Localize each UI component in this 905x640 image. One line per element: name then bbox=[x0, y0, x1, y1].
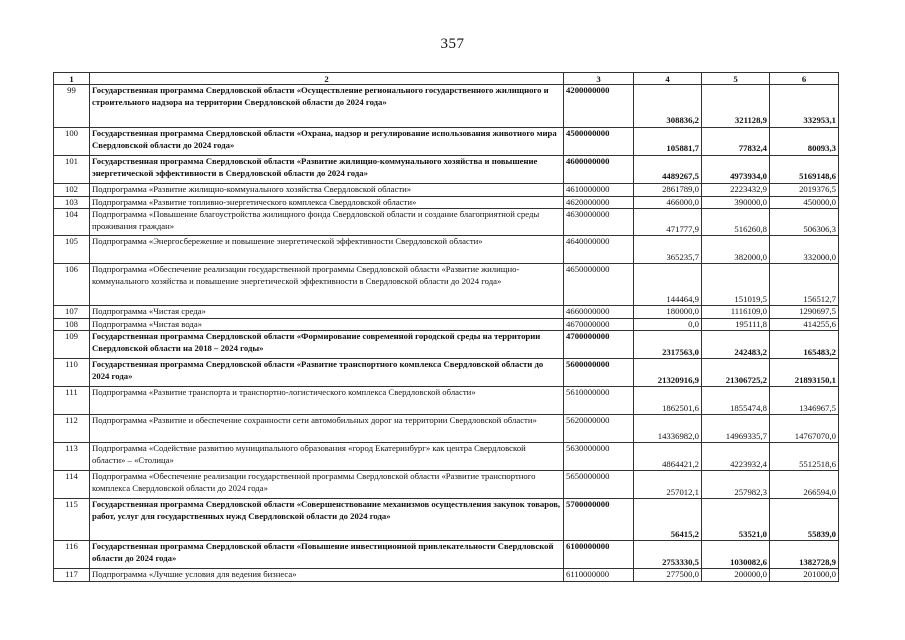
row-number: 111 bbox=[54, 387, 90, 415]
row-number: 105 bbox=[54, 236, 90, 264]
row-value-5: 321128,9 bbox=[702, 85, 770, 128]
row-value-4: 14336982,0 bbox=[634, 415, 702, 443]
row-code: 4640000000 bbox=[564, 236, 634, 264]
table-row bbox=[54, 415, 839, 443]
row-code: 4500000000 bbox=[564, 128, 634, 156]
row-value-5: 2223432,9 bbox=[702, 184, 770, 197]
row-value-5: 516260,8 bbox=[702, 209, 770, 236]
row-value-6: 201000,0 bbox=[770, 569, 839, 582]
row-number: 100 bbox=[54, 128, 90, 156]
row-code: 4610000000 bbox=[564, 184, 634, 197]
row-value-6: 332000,0 bbox=[770, 236, 839, 264]
row-number: 113 bbox=[54, 443, 90, 471]
row-value-6: 450000,0 bbox=[770, 196, 839, 209]
row-value-5: 14969335,7 bbox=[702, 415, 770, 443]
row-value-5: 4973934,0 bbox=[702, 156, 770, 184]
row-value-6: 332953,1 bbox=[770, 85, 839, 128]
row-number: 117 bbox=[54, 569, 90, 582]
row-value-6: 156512,7 bbox=[770, 264, 839, 306]
table-row bbox=[54, 196, 839, 209]
row-code: 4650000000 bbox=[564, 264, 634, 306]
row-name: Государственная программа Свердловской области «Совершенствование механизмов осуществления закупок товаров, работ, услуг для государственных нужд Свердловской области до 2024 года» bbox=[90, 499, 564, 541]
row-code: 5630000000 bbox=[564, 443, 634, 471]
row-name: Государственная программа Свердловской области «Осуществление регионального государственного жилищного и строительного надзора на территории Свердловской области до 2024 года» bbox=[90, 85, 564, 128]
table-row bbox=[54, 209, 839, 236]
row-number: 106 bbox=[54, 264, 90, 306]
row-value-6: 1382728,9 bbox=[770, 541, 839, 569]
row-value-5: 200000,0 bbox=[702, 569, 770, 582]
table-row bbox=[54, 156, 839, 184]
row-code: 4670000000 bbox=[564, 318, 634, 331]
table-row bbox=[54, 318, 839, 331]
column-header: 5 bbox=[702, 73, 770, 85]
row-name: Подпрограмма «Энергосбережение и повышение энергетической эффективности Свердловской области» bbox=[90, 236, 564, 264]
row-number: 104 bbox=[54, 209, 90, 236]
row-value-4: 56415,2 bbox=[634, 499, 702, 541]
budget-table bbox=[53, 72, 839, 582]
table-row bbox=[54, 569, 839, 582]
row-name: Государственная программа Свердловской области «Развитие транспортного комплекса Свердловской области до 2024 года» bbox=[90, 359, 564, 387]
table-row bbox=[54, 541, 839, 569]
table-row bbox=[54, 85, 839, 128]
row-name: Подпрограмма «Чистая вода» bbox=[90, 318, 564, 331]
row-value-5: 195111,8 bbox=[702, 318, 770, 331]
row-name: Государственная программа Свердловской области «Повышение инвестиционной привлекательности Свердловской области до 2024 года» bbox=[90, 541, 564, 569]
row-value-6: 1290697,5 bbox=[770, 306, 839, 319]
row-code: 4700000000 bbox=[564, 331, 634, 359]
row-name: Подпрограмма «Содействие развитию муниципального образования «город Екатеринбург» как центра Свердловской области» – «Столица» bbox=[90, 443, 564, 471]
row-name: Подпрограмма «Развитие транспорта и транспортно-логистического комплекса Свердловской области» bbox=[90, 387, 564, 415]
row-value-5: 1116109,0 bbox=[702, 306, 770, 319]
row-name: Подпрограмма «Лучшие условия для ведения бизнеса» bbox=[90, 569, 564, 582]
row-number: 114 bbox=[54, 471, 90, 499]
row-value-6: 266594,0 bbox=[770, 471, 839, 499]
row-value-5: 390000,0 bbox=[702, 196, 770, 209]
table-row bbox=[54, 499, 839, 541]
row-value-6: 2019376,5 bbox=[770, 184, 839, 197]
row-value-4: 2317563,0 bbox=[634, 331, 702, 359]
row-value-6: 5169148,6 bbox=[770, 156, 839, 184]
row-value-4: 4864421,2 bbox=[634, 443, 702, 471]
row-number: 110 bbox=[54, 359, 90, 387]
row-code: 6110000000 bbox=[564, 569, 634, 582]
column-header: 4 bbox=[634, 73, 702, 85]
row-value-4: 105881,7 bbox=[634, 128, 702, 156]
row-value-6: 1346967,5 bbox=[770, 387, 839, 415]
row-name: Государственная программа Свердловской области «Развитие жилищно-коммунального хозяйства и повышение энергетической эффективности в Свердловской области до 2024 года» bbox=[90, 156, 564, 184]
row-value-4: 471777,9 bbox=[634, 209, 702, 236]
row-value-5: 257982,3 bbox=[702, 471, 770, 499]
row-name: Подпрограмма «Чистая среда» bbox=[90, 306, 564, 319]
row-value-4: 308836,2 bbox=[634, 85, 702, 128]
row-code: 5700000000 bbox=[564, 499, 634, 541]
row-value-6: 14767070,0 bbox=[770, 415, 839, 443]
row-name: Государственная программа Свердловской области «Охрана, надзор и регулирование использования животного мира Свердловской области до 2024 года» bbox=[90, 128, 564, 156]
row-value-4: 4489267,5 bbox=[634, 156, 702, 184]
row-code: 4600000000 bbox=[564, 156, 634, 184]
row-name: Подпрограмма «Развитие жилищно-коммунального хозяйства Свердловской области» bbox=[90, 184, 564, 197]
table-row bbox=[54, 331, 839, 359]
row-value-5: 151019,5 bbox=[702, 264, 770, 306]
table-row bbox=[54, 443, 839, 471]
row-value-5: 77832,4 bbox=[702, 128, 770, 156]
row-value-6: 5512518,6 bbox=[770, 443, 839, 471]
column-header: 3 bbox=[564, 73, 634, 85]
row-value-6: 55839,0 bbox=[770, 499, 839, 541]
row-number: 99 bbox=[54, 85, 90, 128]
header-row bbox=[54, 73, 839, 85]
row-name: Государственная программа Свердловской области «Формирование современной городской среды на территории Свердловской области на 2018 – 2024 годы» bbox=[90, 331, 564, 359]
row-code: 4200000000 bbox=[564, 85, 634, 128]
table-body bbox=[54, 85, 839, 582]
row-value-6: 21893150,1 bbox=[770, 359, 839, 387]
row-name: Подпрограмма «Повышение благоустройства жилищного фонда Свердловской области и создание благоприятной среды проживания граждан» bbox=[90, 209, 564, 236]
row-value-5: 21306725,2 bbox=[702, 359, 770, 387]
row-value-6: 506306,3 bbox=[770, 209, 839, 236]
row-code: 5620000000 bbox=[564, 415, 634, 443]
row-name: Подпрограмма «Развитие топливно-энергетического комплекса Свердловской области» bbox=[90, 196, 564, 209]
row-code: 4630000000 bbox=[564, 209, 634, 236]
table-row bbox=[54, 184, 839, 197]
table-row bbox=[54, 264, 839, 306]
row-number: 103 bbox=[54, 196, 90, 209]
row-value-4: 365235,7 bbox=[634, 236, 702, 264]
table-row bbox=[54, 359, 839, 387]
row-value-6: 165483,2 bbox=[770, 331, 839, 359]
row-value-5: 4223932,4 bbox=[702, 443, 770, 471]
row-value-5: 1855474,8 bbox=[702, 387, 770, 415]
row-value-4: 144464,9 bbox=[634, 264, 702, 306]
row-number: 107 bbox=[54, 306, 90, 319]
row-value-6: 80093,3 bbox=[770, 128, 839, 156]
row-value-4: 0,0 bbox=[634, 318, 702, 331]
table-row bbox=[54, 387, 839, 415]
row-number: 112 bbox=[54, 415, 90, 443]
row-name: Подпрограмма «Развитие и обеспечение сохранности сети автомобильных дорог на территории Свердловской области» bbox=[90, 415, 564, 443]
row-code: 5650000000 bbox=[564, 471, 634, 499]
row-value-4: 257012,1 bbox=[634, 471, 702, 499]
row-code: 6100000000 bbox=[564, 541, 634, 569]
column-header: 6 bbox=[770, 73, 839, 85]
row-code: 5600000000 bbox=[564, 359, 634, 387]
row-value-4: 2861789,0 bbox=[634, 184, 702, 197]
column-header: 1 bbox=[54, 73, 90, 85]
row-value-4: 466000,0 bbox=[634, 196, 702, 209]
row-value-5: 382000,0 bbox=[702, 236, 770, 264]
column-header: 2 bbox=[90, 73, 564, 85]
row-value-5: 242483,2 bbox=[702, 331, 770, 359]
table-row bbox=[54, 471, 839, 499]
row-number: 109 bbox=[54, 331, 90, 359]
row-value-4: 1862501,6 bbox=[634, 387, 702, 415]
row-value-4: 21320916,9 bbox=[634, 359, 702, 387]
table-row bbox=[54, 128, 839, 156]
row-number: 108 bbox=[54, 318, 90, 331]
row-value-4: 277500,0 bbox=[634, 569, 702, 582]
row-code: 4620000000 bbox=[564, 196, 634, 209]
row-number: 101 bbox=[54, 156, 90, 184]
row-value-5: 53521,0 bbox=[702, 499, 770, 541]
table-row bbox=[54, 236, 839, 264]
row-number: 116 bbox=[54, 541, 90, 569]
row-value-6: 414255,6 bbox=[770, 318, 839, 331]
row-value-4: 180000,0 bbox=[634, 306, 702, 319]
row-number: 102 bbox=[54, 184, 90, 197]
row-code: 5610000000 bbox=[564, 387, 634, 415]
page-number: 357 bbox=[440, 36, 465, 52]
row-value-5: 1030082,6 bbox=[702, 541, 770, 569]
row-number: 115 bbox=[54, 499, 90, 541]
row-code: 4660000000 bbox=[564, 306, 634, 319]
row-name: Подпрограмма «Обеспечение реализации государственной программы Свердловской области «Развитие транспортного комплекса Свердловской области до 2024 года» bbox=[90, 471, 564, 499]
row-name: Подпрограмма «Обеспечение реализации государственной программы Свердловской области «Развитие жилищно-коммунального хозяйства и повышение энергетической эффективности в Свердловской области до 2024 года» bbox=[90, 264, 564, 306]
table-row bbox=[54, 306, 839, 319]
row-value-4: 2753330,5 bbox=[634, 541, 702, 569]
